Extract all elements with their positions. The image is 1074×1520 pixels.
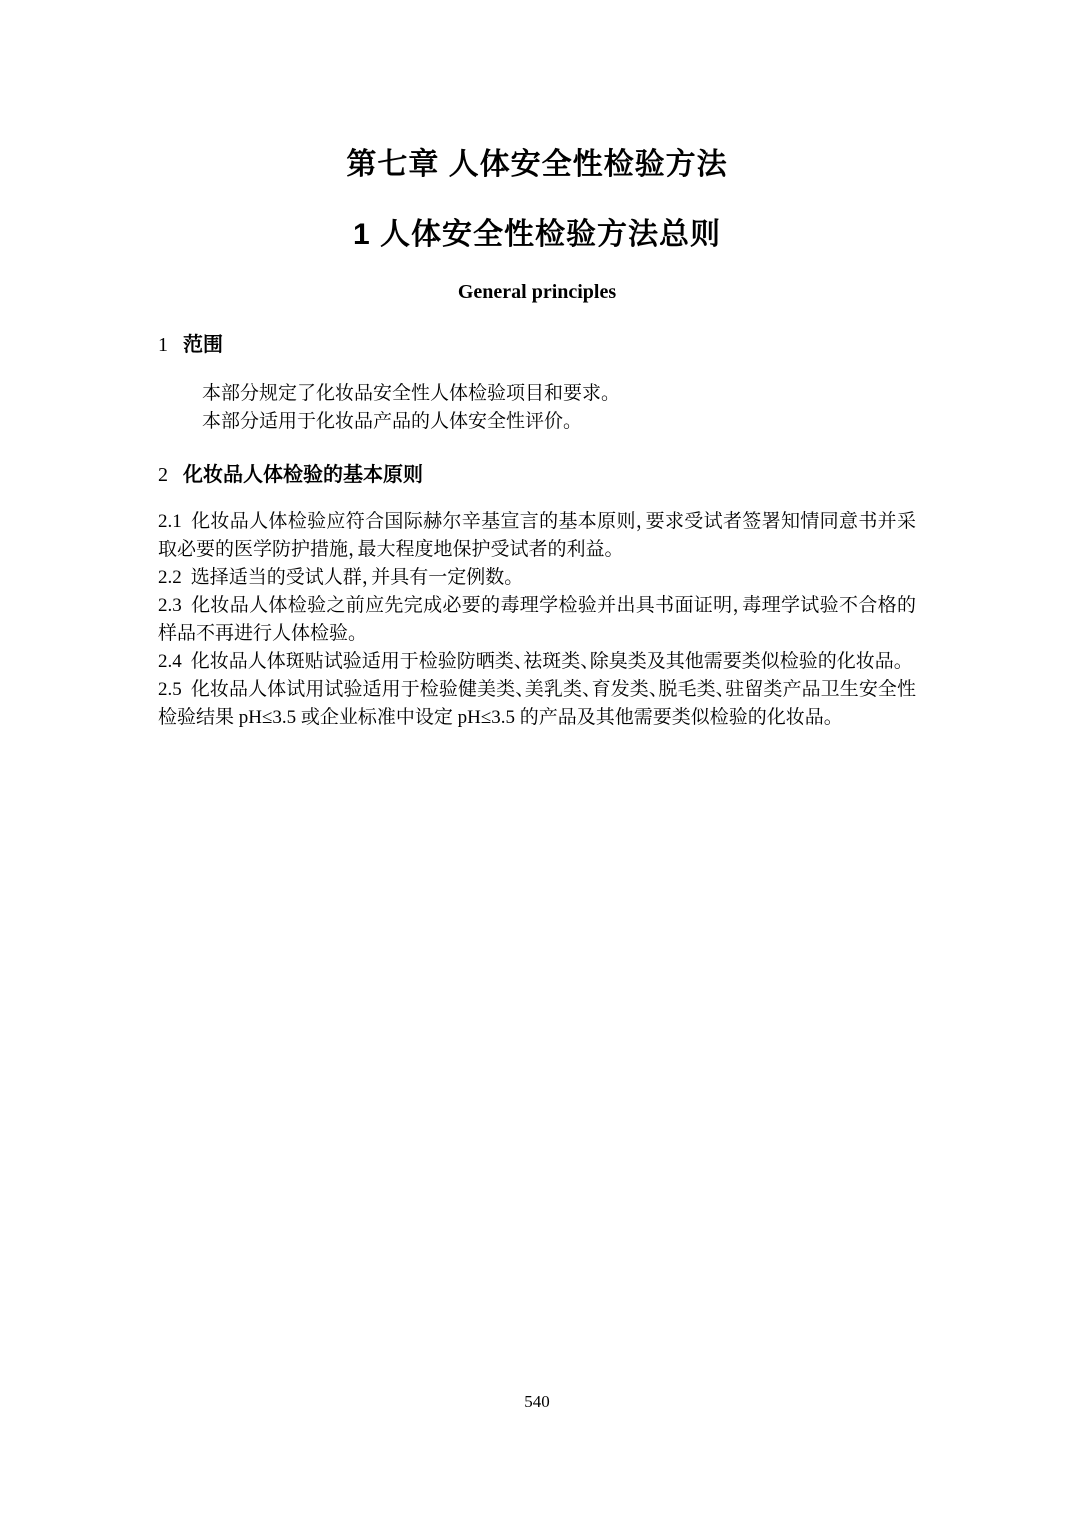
clause-2-4-text: 化妆品人体斑贴试验适用于检验防晒类、祛斑类、除臭类及其他需要类似检验的化妆品。 — [190, 651, 904, 672]
clause-2-1 — [158, 508, 916, 564]
clause-2-5-number: 2.5 — [158, 679, 182, 700]
heading-principles-number: 2 — [158, 464, 168, 486]
document-page — [158, 0, 916, 732]
clause-2-2 — [158, 564, 916, 592]
page-number: 540 — [524, 1392, 550, 1411]
clause-2-2-number: 2.2 — [158, 567, 182, 588]
scope-paragraph-2: 本部分适用于化妆品产品的人体安全性评价。 — [202, 411, 583, 432]
clause-2-3-number: 2.3 — [158, 595, 182, 616]
clause-2-4-number: 2.4 — [158, 651, 182, 672]
clause-2-5 — [158, 676, 916, 732]
clause-2-4 — [158, 648, 916, 676]
heading-scope-number: 1 — [158, 334, 168, 356]
heading-principles-text: 化妆品人体检验的基本原则 — [183, 464, 423, 486]
scope-paragraph-1: 本部分规定了化妆品安全性人体检验项目和要求。 — [202, 383, 621, 404]
clause-2-1-number: 2.1 — [158, 511, 182, 532]
heading-scope — [158, 332, 916, 358]
heading-principles — [158, 462, 916, 488]
chapter-title: 第七章 人体安全性检验方法 — [346, 148, 728, 181]
clause-2-5-text: 化妆品人体试用试验适用于检验健美类、美乳类、育发类、脱毛类、驻留类产品卫生安全性检验结果 pH≤3.5 或企业标准中设定 pH≤3.5 的产品及其他需要类似检验的化妆品。 — [158, 679, 916, 728]
principles-clauses — [158, 508, 916, 732]
english-subtitle: General principles — [457, 281, 617, 303]
heading-scope-text: 范围 — [183, 334, 223, 356]
clause-2-3-text: 化妆品人体检验之前应先完成必要的毒理学检验并出具书面证明，毒理学试验不合格的样品不再进行人体检验。 — [158, 595, 916, 644]
clause-2-2-text: 选择适当的受试人群，并具有一定例数。 — [190, 567, 514, 588]
scope-paragraphs — [158, 380, 916, 436]
section-title: 1 人体安全性检验方法总则 — [352, 218, 722, 251]
clause-2-3 — [158, 592, 916, 648]
clause-2-1-text: 化妆品人体检验应符合国际赫尔辛基宣言的基本原则，要求受试者签署知情同意书并采取必要的医学防护措施，最大程度地保护受试者的利益。 — [158, 511, 916, 560]
